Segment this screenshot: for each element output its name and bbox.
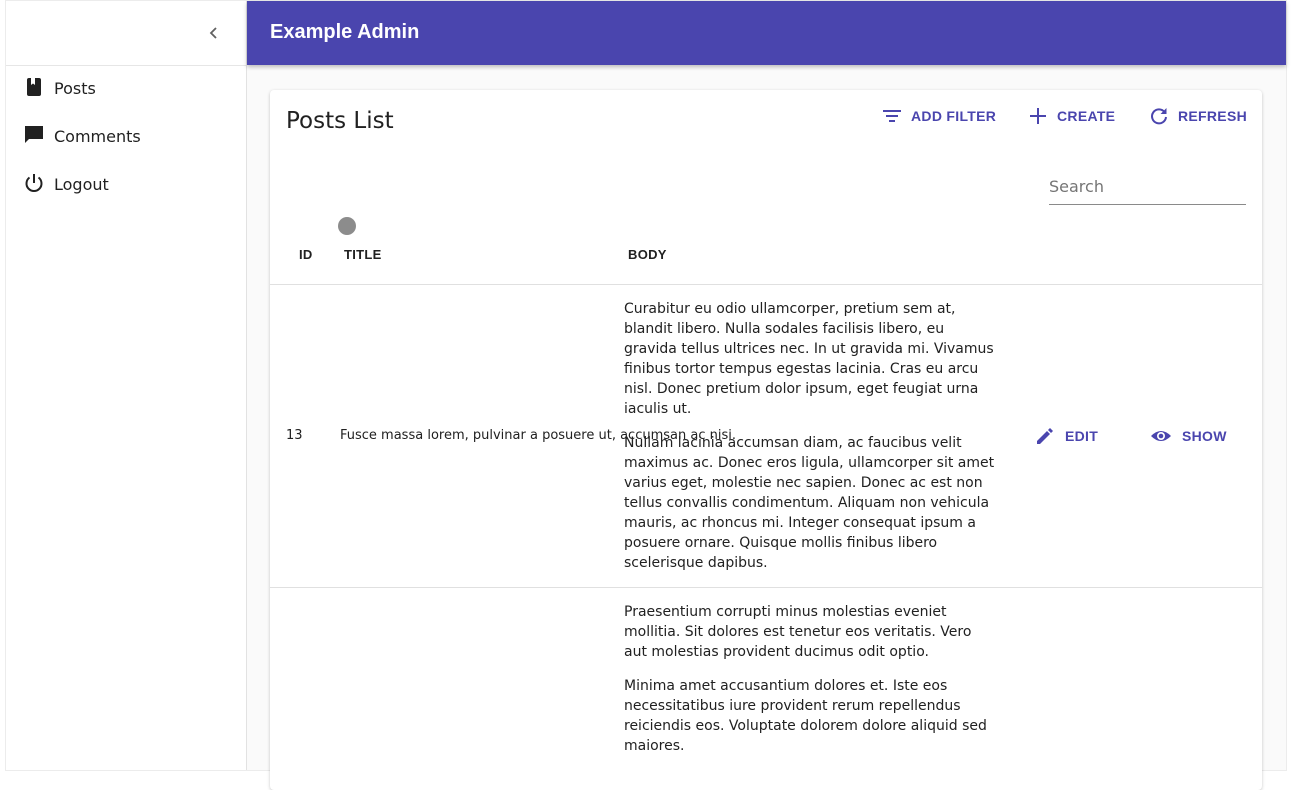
app-window [6, 1, 1286, 770]
collapse-sidebar-button[interactable] [198, 17, 230, 49]
body-paragraph: Curabitur eu odio ullamcorper, pretium sem at, blandit libero. Nulla sodales facilisis libero, eu gravida tellus ultrices nec. In ut gravida mi. Vivamus finibus tortor tempus egestas lacinia. Cras eu arcu nisl. Donec pretium dolor ipsum, eget feugiat urna iaculis ut. [624, 301, 994, 417]
sidebar-item-posts[interactable] [6, 65, 246, 113]
sort-indicator [338, 217, 356, 235]
create-label: CREATE [1057, 108, 1116, 124]
sidebar-header [6, 1, 246, 66]
filter-list-icon [882, 106, 902, 126]
refresh-label: REFRESH [1178, 108, 1247, 124]
power-icon [23, 172, 45, 194]
cell-body [624, 602, 996, 770]
row-divider [270, 587, 1262, 588]
add-filter-label: ADD FILTER [911, 108, 997, 124]
column-header-id[interactable]: ID [299, 247, 313, 262]
posts-list-card [270, 90, 1262, 790]
refresh-button[interactable] [1149, 104, 1247, 128]
show-button[interactable] [1150, 424, 1227, 448]
search-input[interactable] [1049, 174, 1246, 198]
header-divider [270, 284, 1262, 285]
cell-title: Fusce massa lorem, pulvinar a posuere ut, accumsan ac nisi. [340, 428, 736, 443]
pencil-icon [1035, 426, 1055, 446]
chevron-left-icon [207, 26, 221, 40]
refresh-icon [1149, 106, 1169, 126]
page-title: Posts List [286, 108, 394, 134]
show-label: SHOW [1182, 428, 1227, 444]
edit-label: EDIT [1065, 428, 1099, 444]
body-paragraph: Praesentium corrupti minus molestias eveniet mollitia. Sit dolores est tenetur eos veritatis. Vero aut molestias provident ducimus odit optio. [624, 604, 972, 660]
sidebar-item-label: Posts [54, 79, 96, 98]
sidebar-item-logout[interactable] [6, 161, 246, 209]
book-icon [23, 76, 45, 98]
body-paragraph: Nullam lacinia accumsan diam, ac faucibus velit maximus ac. Donec eros ligula, ullamcorper sit amet varius eget, molestie nec sapien. Donec ac est non tellus convallis condimentum. Aliquam non vehicula mauris, ac rhoncus mi. Integer consequat ipsum a posuere ornare. Quisque mollis finibus libero scelerisque dapibus. [624, 435, 995, 571]
edit-button[interactable] [1035, 424, 1098, 448]
app-title: Example Admin [270, 21, 420, 43]
eye-icon [1150, 426, 1172, 446]
sidebar-item-label: Logout [54, 175, 109, 194]
create-button[interactable] [1028, 104, 1115, 128]
cell-body [624, 299, 996, 587]
cell-id: 13 [286, 428, 303, 443]
sidebar [6, 1, 247, 770]
column-header-title[interactable]: TITLE [344, 247, 382, 262]
sidebar-item-comments[interactable] [6, 113, 246, 161]
add-filter-button[interactable] [882, 104, 996, 128]
chat-bubble-icon [23, 124, 45, 146]
column-header-body[interactable]: BODY [628, 247, 667, 262]
search-field [1049, 174, 1246, 205]
app-bar [247, 1, 1286, 65]
sidebar-item-label: Comments [54, 127, 141, 146]
body-paragraph: Minima amet accusantium dolores et. Iste eos necessitatibus iure provident rerum repellendus reiciendis eos. Voluptate dolorem dolore aliquid sed maiores. [624, 678, 987, 754]
plus-icon [1028, 106, 1048, 126]
